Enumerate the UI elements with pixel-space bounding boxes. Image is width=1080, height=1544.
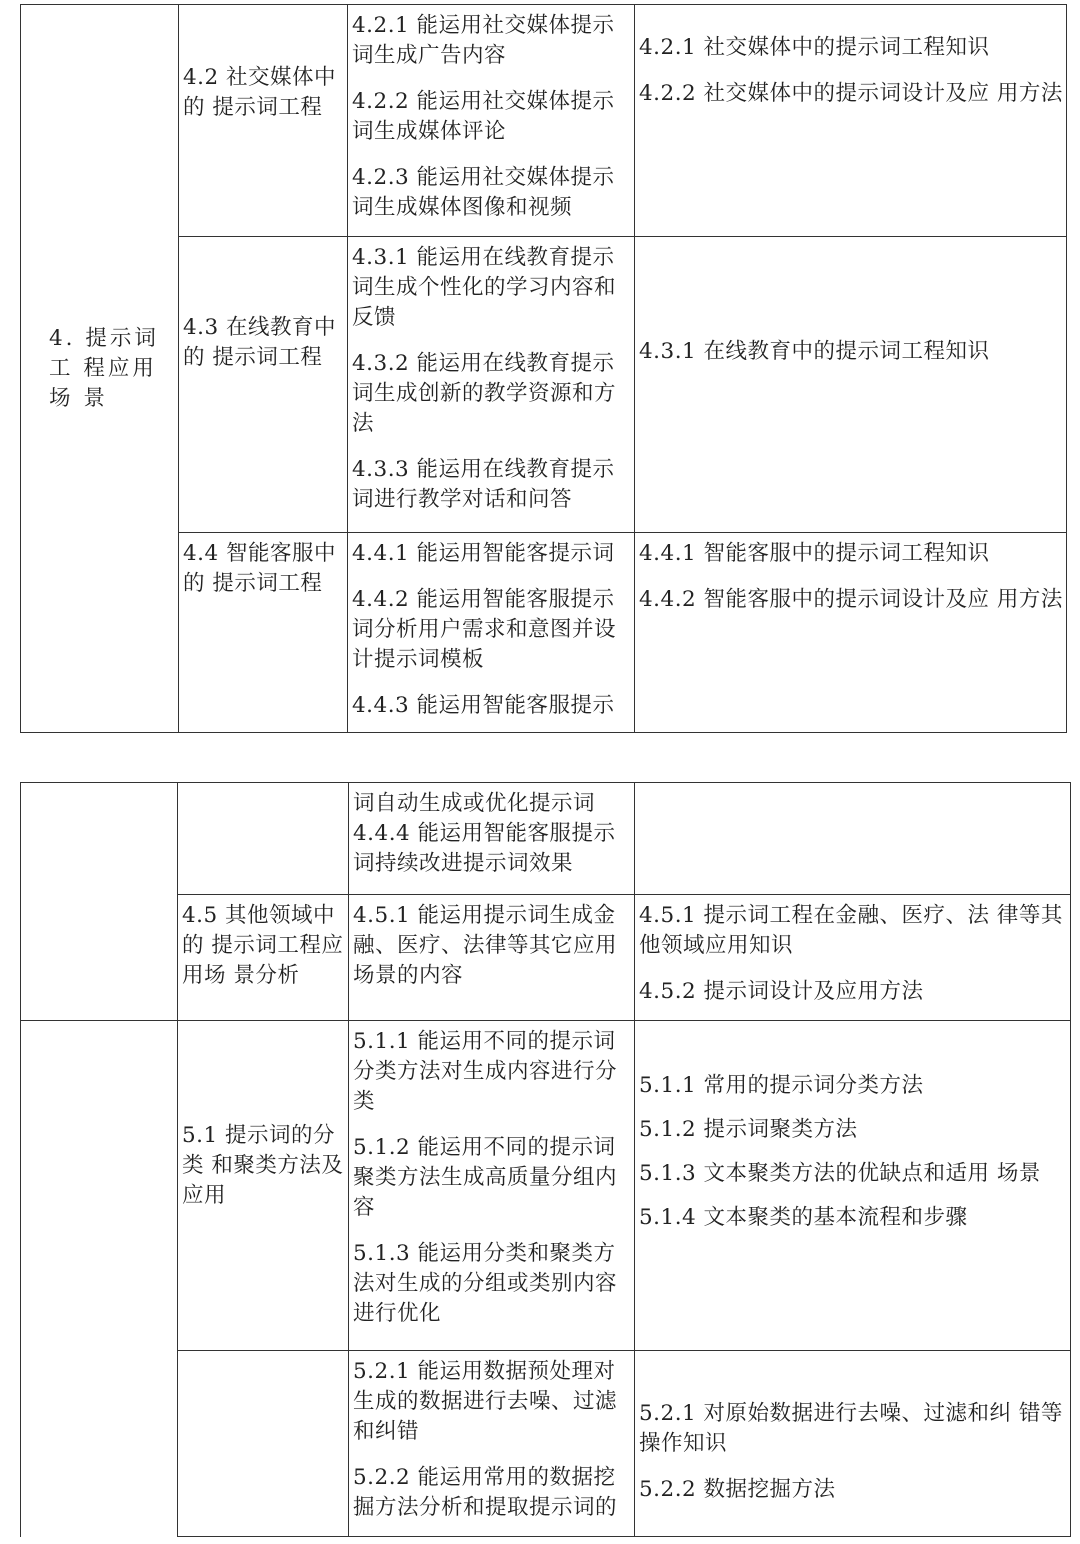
skills-cell <box>349 1021 635 1351</box>
area-cell <box>178 1021 349 1351</box>
table-row <box>21 783 1071 895</box>
skill-item: 词自动生成或优化提示词 <box>353 791 596 816</box>
knowledge-item: 5.2.1 对原始数据进行去噪、过滤和纠 错等操作知识 <box>639 1401 1063 1456</box>
skill-item: 5.2.1 能运用数据预处理对生成的数据进行去噪、过滤和纠错 <box>353 1359 618 1444</box>
knowledge-item: 4.2.2 社交媒体中的提示词设计及应 用方法 <box>639 81 1063 106</box>
knowledge-item: 5.1.3 文本聚类方法的优缺点和适用 场景 <box>639 1161 1041 1186</box>
area-label: 4.2 社交媒体中的 提示词工程 <box>183 65 337 120</box>
skill-item: 4.2.1 能运用社交媒体提示词生成广告内容 <box>352 13 615 68</box>
curriculum-table-page-1 <box>20 4 1067 733</box>
skill-item: 4.3.2 能运用在线教育提示词生成创新的教学资源和方法 <box>352 351 617 436</box>
knowledge-item: 5.1.4 文本聚类的基本流程和步骤 <box>639 1205 968 1230</box>
knowledge-item: 4.5.1 提示词工程在金融、医疗、法 律等其他领域应用知识 <box>639 903 1063 958</box>
knowledge-cell <box>635 237 1067 533</box>
skills-cell <box>349 1351 635 1537</box>
skill-item: 4.2.2 能运用社交媒体提示词生成媒体评论 <box>352 89 615 144</box>
skill-item: 4.3.1 能运用在线教育提示词生成个性化的学习内容和反馈 <box>352 245 617 330</box>
area-label: 4.4 智能客服中的 提示词工程 <box>183 541 337 596</box>
skill-item: 4.3.3 能运用在线教育提示词进行教学对话和问答 <box>352 457 615 512</box>
knowledge-cell <box>635 895 1071 1021</box>
knowledge-item: 4.5.2 提示词设计及应用方法 <box>639 979 924 1004</box>
table-row <box>21 895 1071 1021</box>
category-cell <box>21 783 178 1021</box>
category-cell <box>21 5 179 733</box>
area-cell <box>178 1351 349 1537</box>
knowledge-item: 4.4.1 智能客服中的提示词工程知识 <box>639 541 990 566</box>
skills-cell <box>348 237 635 533</box>
skill-item: 4.4.2 能运用智能客服提示词分析用户需求和意图并设计提示词模板 <box>352 587 617 672</box>
area-cell <box>178 895 349 1021</box>
skill-item: 5.1.2 能运用不同的提示词聚类方法生成高质量分组内容 <box>353 1135 618 1220</box>
skill-item: 4.4.4 能运用智能客服提示词持续改进提示词效果 <box>353 821 616 876</box>
knowledge-item: 4.4.2 智能客服中的提示词设计及应 用方法 <box>639 587 1063 612</box>
knowledge-cell <box>635 783 1071 895</box>
area-label: 4.3 在线教育中的 提示词工程 <box>183 315 337 370</box>
knowledge-cell <box>635 5 1067 237</box>
skill-item: 5.1.3 能运用分类和聚类方法对生成的分组或类别内容进行优化 <box>353 1241 618 1326</box>
knowledge-item: 5.1.1 常用的提示词分类方法 <box>639 1073 924 1098</box>
skill-item: 4.4.1 能运用智能客提示词 <box>352 541 615 566</box>
skill-item: 5.1.1 能运用不同的提示词分类方法对生成内容进行分类 <box>353 1029 618 1114</box>
skills-cell <box>348 533 635 733</box>
category-label: 4. 提示词工 程应用场 景 <box>49 325 159 411</box>
knowledge-item: 5.1.2 提示词聚类方法 <box>639 1117 858 1142</box>
area-label: 5.1 提示词的分类 和聚类方法及应用 <box>182 1123 344 1208</box>
area-label: 4.5 其他领域中的 提示词工程应用场 景分析 <box>182 903 344 988</box>
table-row <box>21 1351 1071 1537</box>
category-cell <box>21 1021 178 1537</box>
area-cell <box>178 783 349 895</box>
knowledge-item: 4.3.1 在线教育中的提示词工程知识 <box>639 339 990 364</box>
skill-item: 4.4.3 能运用智能客服提示 <box>352 693 615 718</box>
knowledge-item: 5.2.2 数据挖掘方法 <box>639 1477 836 1502</box>
area-cell <box>179 237 348 533</box>
skills-cell <box>349 895 635 1021</box>
knowledge-cell <box>635 533 1067 733</box>
skill-item: 4.5.1 能运用提示词生成金融、医疗、法律等其它应用 场景的内容 <box>353 903 618 988</box>
skill-item: 4.2.3 能运用社交媒体提示词生成媒体图像和视频 <box>352 165 615 220</box>
skills-cell <box>349 783 635 895</box>
curriculum-table-page-2 <box>20 782 1071 1537</box>
skill-item: 5.2.2 能运用常用的数据挖掘方法分析和提取提示词的 <box>353 1465 618 1520</box>
knowledge-cell <box>635 1021 1071 1351</box>
knowledge-item: 4.2.1 社交媒体中的提示词工程知识 <box>639 35 990 60</box>
area-cell <box>179 5 348 237</box>
table-row <box>21 5 1067 237</box>
area-cell <box>179 533 348 733</box>
table-row <box>21 1021 1071 1351</box>
skills-cell <box>348 5 635 237</box>
knowledge-cell <box>635 1351 1071 1537</box>
